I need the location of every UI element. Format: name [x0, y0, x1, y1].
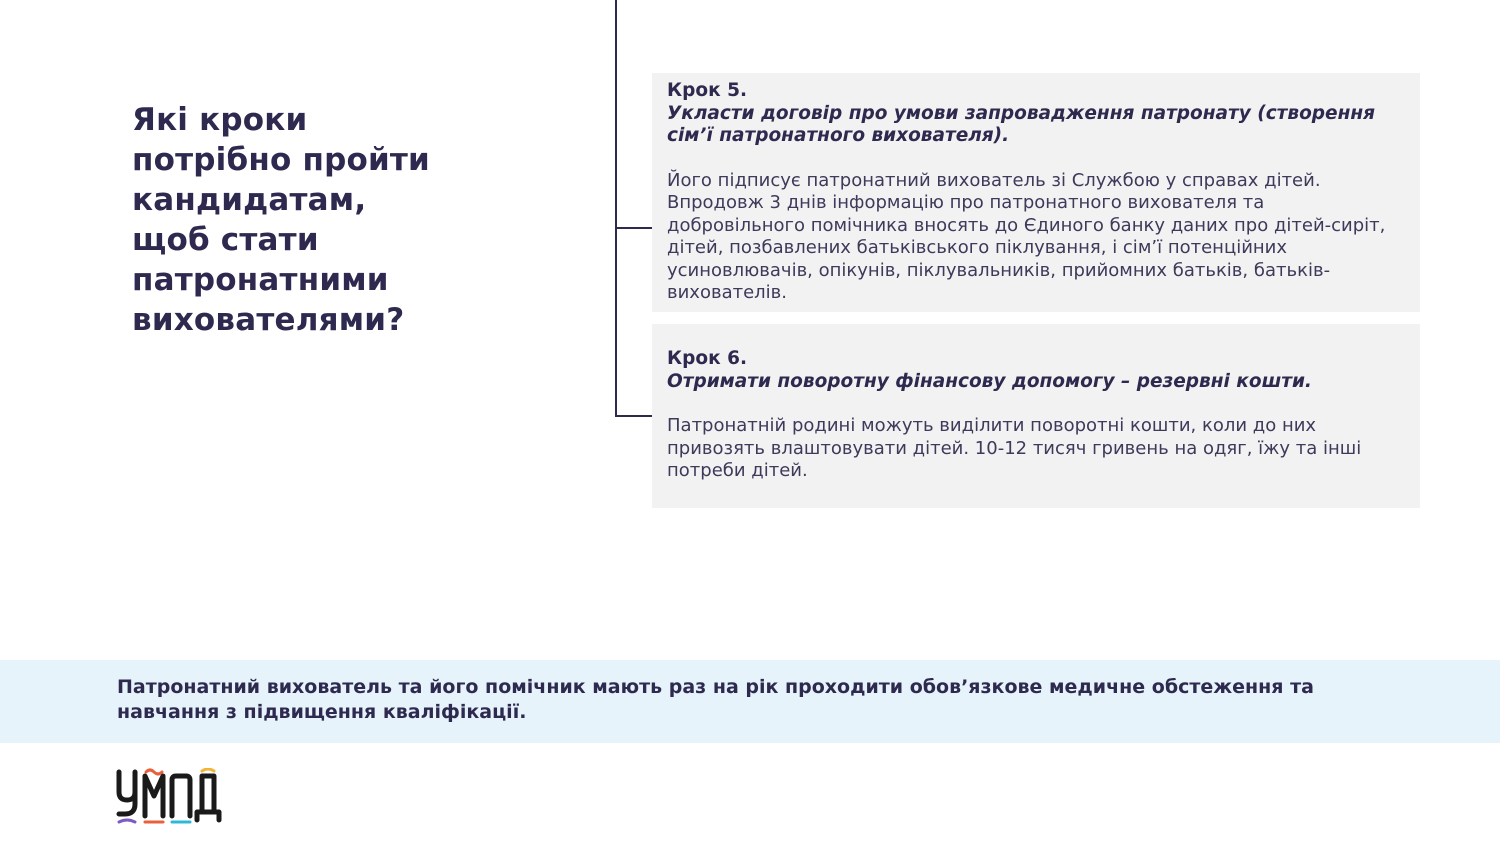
umpd-logo [116, 768, 222, 826]
step-number: Крок 6. [667, 348, 747, 369]
step-title: Отримати поворотну фінансову допомогу – резервні кошти. [667, 370, 1312, 392]
step-card-6 [652, 324, 1420, 508]
timeline-branch-step-6 [615, 415, 653, 417]
timeline-line [615, 0, 617, 417]
note-text: Патронатний вихователь та його помічник мають раз на рік проходити обов’язкове медичне обстеження та навчання з підвищення кваліфікації. [117, 676, 1314, 723]
timeline-branch-step-5 [615, 227, 653, 229]
step-card-5 [652, 73, 1420, 312]
step-description: Патронатній родині можуть виділити поворотні кошти, коли до них привозять влаштовувати дітей. 10-12 тисяч гривень на одяг, їжу та інші потреби дітей. [667, 415, 1362, 481]
page-heading: Які кроки потрібно пройти кандидатам, щоб стати патронатними вихователями? [132, 102, 430, 338]
note-banner [0, 660, 1500, 743]
step-description: Його підписує патронатний вихователь зі Службою у справах дітей. Впродовж 3 днів інформацію про патронатного вихователя та добровільного помічника вносять до Єдиного банку даних про дітей-сиріт, дітей, позбавлених батьківського піклування, і сім’ї потенційних усиновлювачів, опікунів, піклувальників, прийомних батьків, батьків-вихователів. [667, 169, 1386, 303]
step-title: Укласти договір про умови запровадження патронату (створення сім’ї патронатного вихователя). [667, 102, 1376, 146]
step-number: Крок 5. [667, 80, 747, 101]
